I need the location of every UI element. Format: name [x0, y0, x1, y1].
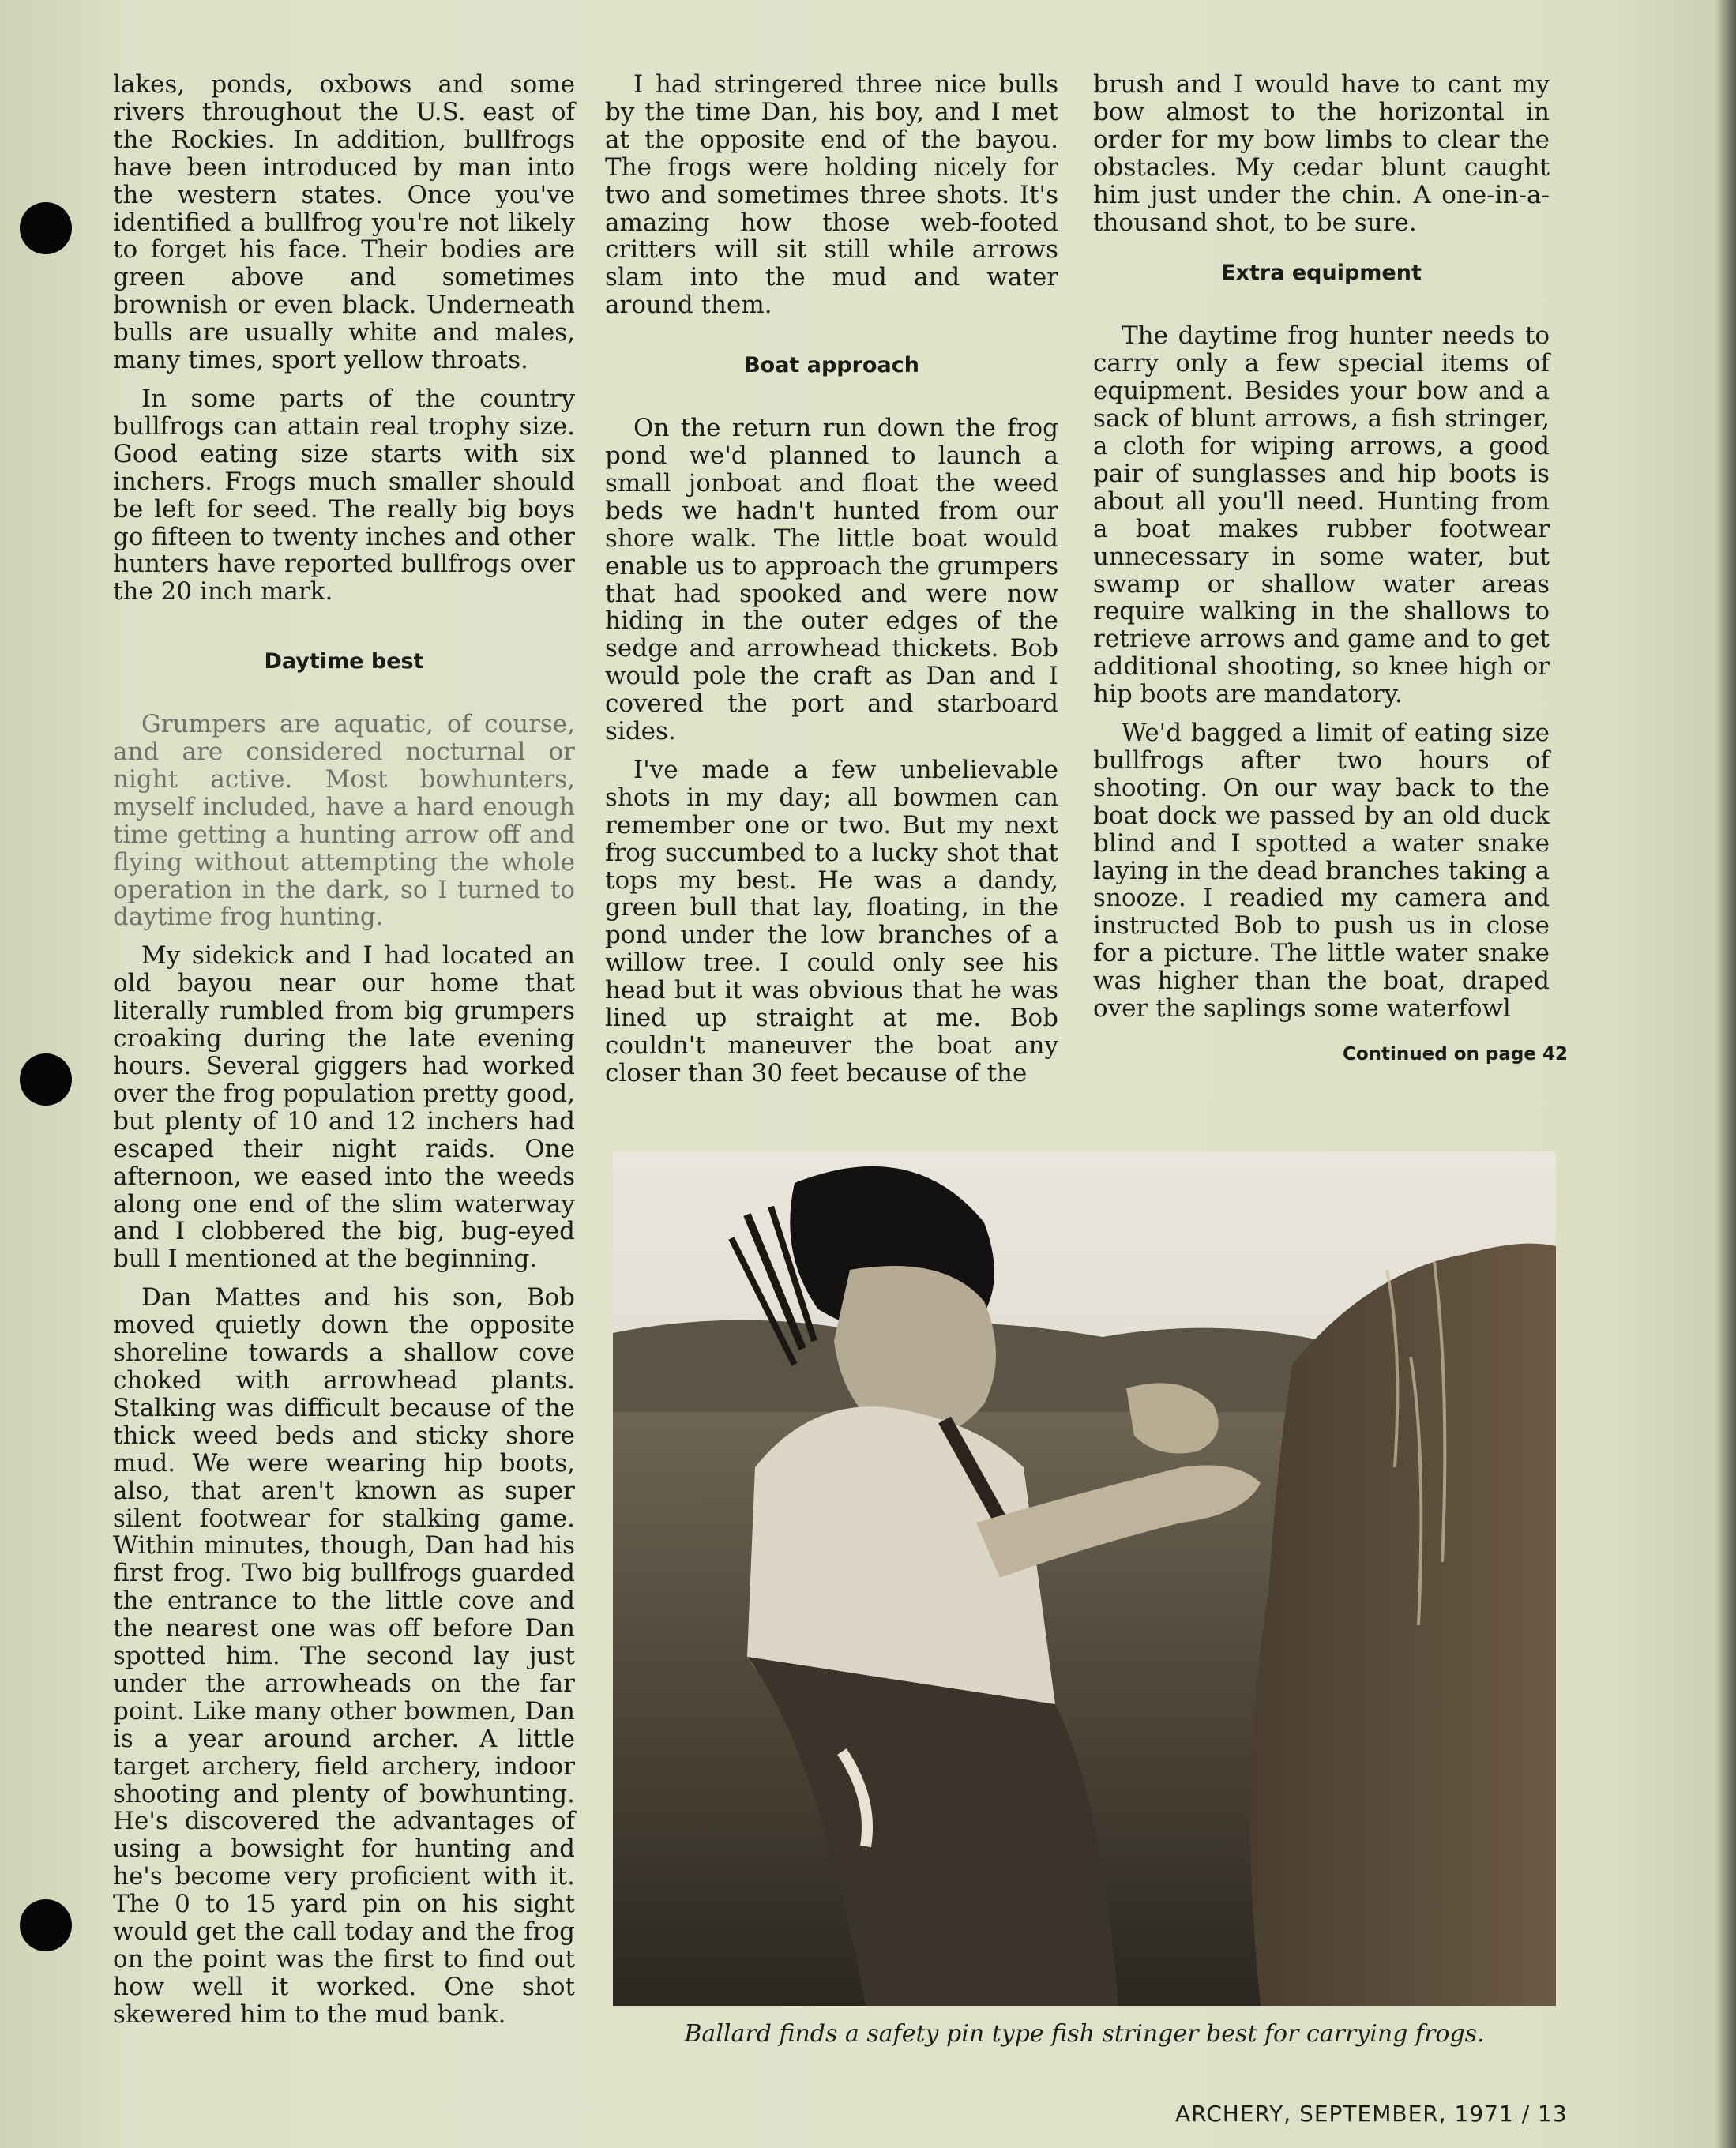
- paragraph: My sidekick and I had located an old bayou near our home that literally rumbled from big grumpers croaking during the late evening hours. Several giggers had worked over the frog population pretty good, but plenty of 10 and 12 inchers had escaped their night raids. One afternoon, we eased into the weeds along one end of the slim waterway and I clobbered the big, bug-eyed bull I mentioned at the beginning.: [113, 941, 575, 1274]
- paragraph: lakes, ponds, oxbows and some rivers throughout the U.S. east of the Rockies. In addition, bullfrogs have been introduced by man into the western states. Once you've identified a bullfrog you're not likely to forget his face. Their bodies are green above and sometimes brownish or even black. Underneath bulls are usually white and males, many times, sport yellow throats.: [113, 70, 575, 375]
- page-edge-shadow: [1715, 0, 1736, 2148]
- column-2: [605, 71, 1058, 1098]
- column-1: [113, 71, 575, 2040]
- page-footer: ARCHERY, SEPTEMBER, 1971 / 13: [1175, 2101, 1568, 2127]
- paragraph: I've made a few unbelievable shots in my day; all bowmen can remember one or two. But my next frog succumbed to a lucky shot that tops my best. He was a dandy, green bull that lay, floating, in the pond under the low branches of a willow tree. I could only see his head but it was obvious that he was lined up straight at me. Bob couldn't maneuver the boat any closer than 30 feet because of the: [605, 755, 1058, 1087]
- column-3: [1093, 71, 1550, 1034]
- section-heading: Daytime best: [264, 649, 424, 674]
- photo-illustration: [613, 1151, 1556, 2006]
- paragraph: Grumpers are aquatic, of course, and are considered nocturnal or night active. Most bowhunters, myself included, have a hard enough time getting a hunting arrow off and flying without attempting the whole operation in the dark, so I turned to daytime frog hunting.: [113, 710, 575, 932]
- continued-note: Continued on page 42: [1343, 1044, 1568, 1065]
- paragraph: On the return run down the frog pond we'd planned to launch a small jonboat and float the weed beds we hadn't hunted from our shore walk. The little boat would enable us to approach the grumpers that had spooked and were now hiding in the outer edges of the sedge and arrowhead thickets. Bob would pole the craft as Dan and I covered the port and starboard sides.: [605, 414, 1058, 746]
- punch-hole: [20, 202, 72, 254]
- paragraph: I had stringered three nice bulls by the time Dan, his boy, and I met at the opposite end of the bayou. The frogs were holding nicely for two and sometimes three shots. It's amazing how those web-footed critters will sit still while arrows slam into the mud and water around them.: [605, 70, 1058, 320]
- paragraph: Dan Mattes and his son, Bob moved quietly down the opposite shoreline towards a shallow cove choked with arrowhead plants. Stalking was difficult because of the thick weed beds and sticky shore mud. We were wearing hip boots, also, that aren't known as super silent footwear for stalking game. Within minutes, though, Dan had his first frog. Two big bullfrogs guarded the entrance to the little cove and the nearest one was off before Dan spotted him. The second lay just under the arrowheads on the far point. Like many other bowmen, Dan is a year around archer. A little target archery, field archery, indoor shooting and plenty of bowhunting. He's discovered the advantages of using a bowsight for hunting and he's become very proficient with it. The 0 to 15 yard pin on his sight would get the call today and the frog on the point was the first to find out how well it worked. One shot skewered him to the mud bank.: [113, 1283, 575, 2029]
- paragraph: We'd bagged a limit of eating size bullfrogs after two hours of shooting. On our way back to the boat dock we passed by an old duck blind and I spotted a water snake laying in the dead branches taking a snooze. I readied my camera and instructed Bob to push us in close for a picture. The little water snake was higher than the boat, draped over the saplings some waterfowl: [1093, 719, 1550, 1023]
- paragraph: brush and I would have to cant my bow almost to the horizontal in order for my bow limbs to clear the obstacles. My cedar blunt caught him just under the chin. A one-in-a-thousand shot, to be sure.: [1093, 70, 1550, 237]
- paragraph: In some parts of the country bullfrogs can attain real trophy size. Good eating size starts with six inchers. Frogs much smaller should be left for seed. The really big boys go fifteen to twenty inches and other hunters have reported bullfrogs over the 20 inch mark.: [113, 384, 575, 606]
- photo: [613, 1151, 1556, 2006]
- paragraph: The daytime frog hunter needs to carry only a few special items of equipment. Besides your bow and a sack of blunt arrows, a fish stringer, a cloth for wiping arrows, a good pair of sunglasses and hip boots is about all you'll need. Hunting from a boat makes rubber footwear unnecessary in some water, but swamp or shallow water areas require walking in the shallows to retrieve arrows and game and to get additional shooting, so knee high or hip boots are mandatory.: [1093, 321, 1550, 709]
- section-heading: Boat approach: [744, 353, 919, 378]
- punch-hole: [20, 1899, 72, 1951]
- section-heading: Extra equipment: [1221, 261, 1422, 286]
- punch-hole: [20, 1053, 72, 1106]
- photo-caption: Ballard finds a safety pin type fish stringer best for carrying frogs.: [684, 2020, 1485, 2048]
